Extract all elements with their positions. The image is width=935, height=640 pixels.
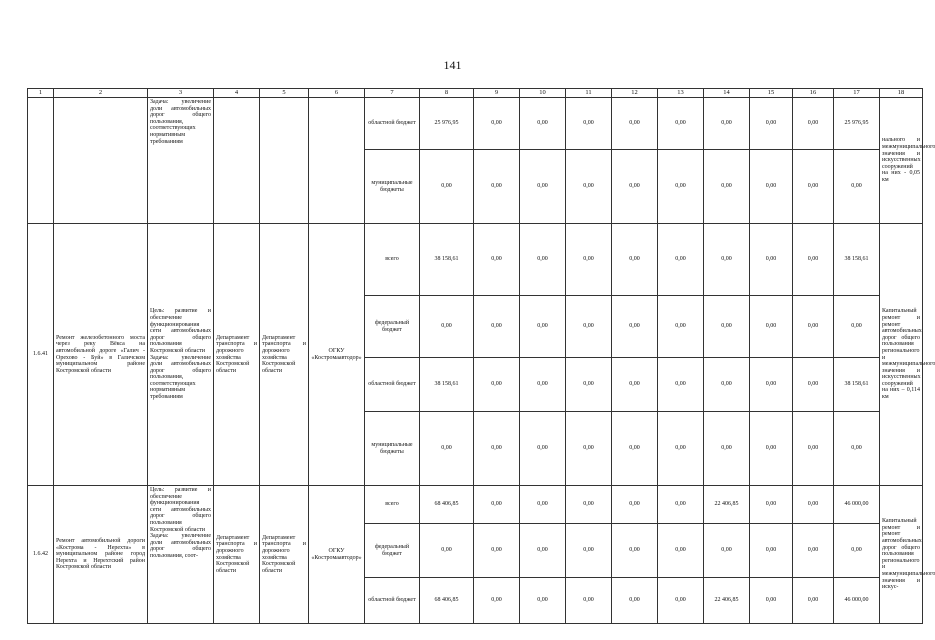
cell-amount: 22 406,85	[704, 486, 750, 524]
column-number-11: 11	[566, 89, 612, 98]
cell-amount: 0,00	[750, 412, 793, 486]
cell-amount: 0,00	[834, 524, 880, 578]
column-number-12: 12	[612, 89, 658, 98]
cell-amount: 0,00	[658, 98, 704, 150]
cell-amount: 0,00	[612, 296, 658, 358]
cell-amount: 0,00	[474, 524, 520, 578]
cell-participant: ОГКУ «Костромаавтодор»	[309, 224, 365, 486]
cell-amount: 0,00	[566, 224, 612, 296]
cell-amount: 0,00	[793, 486, 834, 524]
cell-amount: 0,00	[520, 412, 566, 486]
cell-number: 1.6.41	[28, 224, 54, 486]
cell-coordinator	[214, 98, 260, 224]
cell-result: нального и межмуниципального значения и искусственных сооружений на них - 0,05 км	[880, 98, 923, 224]
cell-amount: 0,00	[612, 578, 658, 624]
cell-goal: Цель: развитие и обеспечение функционирования сети автомобильных дорог общего пользования Костромской области Задача: увеличение доли автомобильных дорог общего пользования, соответствующих нормативным требованиям	[148, 224, 214, 486]
cell-funding-type: всего	[365, 224, 420, 296]
cell-amount: 0,00	[612, 412, 658, 486]
cell-amount: 68 406,85	[420, 486, 474, 524]
cell-amount: 0,00	[612, 524, 658, 578]
column-number-17: 17	[834, 89, 880, 98]
column-number-14: 14	[704, 89, 750, 98]
cell-amount: 0,00	[704, 524, 750, 578]
cell-amount: 0,00	[520, 150, 566, 224]
cell-amount: 0,00	[474, 98, 520, 150]
cell-amount: 0,00	[520, 296, 566, 358]
cell-amount: 0,00	[750, 358, 793, 412]
cell-amount: 0,00	[420, 524, 474, 578]
cell-amount: 0,00	[612, 98, 658, 150]
cell-amount: 0,00	[566, 296, 612, 358]
cell-amount: 0,00	[658, 524, 704, 578]
table-row	[28, 224, 923, 296]
cell-goal: Цель: развитие и обеспечение функционирования сети автомобильных дорог общего пользования Костромской области Задача: увеличение доли автомобильных дорог общего пользования, соот-	[148, 486, 214, 624]
cell-amount: 0,00	[658, 486, 704, 524]
cell-amount: 0,00	[793, 358, 834, 412]
cell-amount: 0,00	[793, 524, 834, 578]
cell-amount: 0,00	[834, 412, 880, 486]
cell-amount: 0,00	[520, 524, 566, 578]
cell-amount: 0,00	[612, 486, 658, 524]
cell-amount: 0,00	[750, 486, 793, 524]
column-number-13: 13	[658, 89, 704, 98]
cell-amount: 0,00	[793, 150, 834, 224]
column-number-18: 18	[880, 89, 923, 98]
cell-executor: Департамент транспорта и дорожного хозяйства Костромской области	[260, 224, 309, 486]
cell-amount: 0,00	[520, 224, 566, 296]
cell-amount: 0,00	[793, 578, 834, 624]
cell-amount: 0,00	[750, 98, 793, 150]
cell-amount: 0,00	[658, 412, 704, 486]
cell-amount: 0,00	[566, 486, 612, 524]
cell-funding-type: всего	[365, 486, 420, 524]
cell-amount: 0,00	[704, 358, 750, 412]
cell-amount: 0,00	[704, 412, 750, 486]
cell-amount: 25 976,95	[834, 98, 880, 150]
column-number-4: 4	[214, 89, 260, 98]
cell-amount: 0,00	[520, 486, 566, 524]
cell-amount: 38 158,61	[834, 224, 880, 296]
header-row	[28, 89, 923, 98]
cell-funding-type: муниципальные бюджеты	[365, 412, 420, 486]
cell-amount: 0,00	[658, 296, 704, 358]
cell-amount: 0,00	[704, 224, 750, 296]
cell-goal: Задача: увеличение доли автомобильных дорог общего пользования, соответствующих нормативным требованиям	[148, 98, 214, 224]
cell-amount: 0,00	[612, 358, 658, 412]
cell-name	[54, 98, 148, 224]
cell-amount: 0,00	[566, 150, 612, 224]
cell-participant: ОГКУ «Костромаавтодор»	[309, 486, 365, 624]
program-table	[27, 88, 935, 624]
column-number-9: 9	[474, 89, 520, 98]
cell-funding-type: областной бюджет	[365, 578, 420, 624]
cell-amount: 0,00	[793, 98, 834, 150]
column-number-15: 15	[750, 89, 793, 98]
cell-amount: 0,00	[612, 150, 658, 224]
cell-amount: 0,00	[474, 358, 520, 412]
cell-name: Ремонт автомобильной дороги «Кострома - Нерехта» в муниципальном районе город Нерехта и Нерехтский район Костромской области	[54, 486, 148, 624]
cell-executor	[260, 98, 309, 224]
cell-amount: 0,00	[520, 98, 566, 150]
cell-participant	[309, 98, 365, 224]
cell-amount: 0,00	[834, 150, 880, 224]
cell-amount: 0,00	[658, 578, 704, 624]
cell-amount: 0,00	[474, 578, 520, 624]
cell-amount: 0,00	[750, 150, 793, 224]
column-number-10: 10	[520, 89, 566, 98]
cell-amount: 0,00	[793, 224, 834, 296]
cell-amount: 38 158,61	[420, 224, 474, 296]
cell-amount: 0,00	[520, 358, 566, 412]
cell-funding-type: федеральный бюджет	[365, 524, 420, 578]
column-number-3: 3	[148, 89, 214, 98]
cell-amount: 0,00	[750, 524, 793, 578]
cell-number: 1.6.42	[28, 486, 54, 624]
cell-amount: 0,00	[474, 412, 520, 486]
cell-amount: 0,00	[566, 524, 612, 578]
cell-amount: 0,00	[474, 224, 520, 296]
cell-amount: 25 976,95	[420, 98, 474, 150]
page-number: 141	[443, 58, 462, 72]
cell-amount: 0,00	[566, 98, 612, 150]
cell-amount: 38 158,61	[420, 358, 474, 412]
column-number-1: 1	[28, 89, 54, 98]
cell-amount: 0,00	[420, 296, 474, 358]
column-number-16: 16	[793, 89, 834, 98]
column-number-8: 8	[420, 89, 474, 98]
cell-coordinator: Департамент транспорта и дорожного хозяйства Костромской области	[214, 224, 260, 486]
cell-funding-type: областной бюджет	[365, 98, 420, 150]
cell-coordinator: Департамент транспорта и дорожного хозяйства Костромской области	[214, 486, 260, 624]
cell-amount: 0,00	[566, 358, 612, 412]
cell-amount: 0,00	[474, 486, 520, 524]
cell-amount: 0,00	[793, 412, 834, 486]
cell-name: Ремонт железобетонного моста через реку Вёкса на автомобильной дороге «Галич - Орехово - Буй» в Галичском муниципальном районе Костромской области	[54, 224, 148, 486]
cell-amount: 38 158,61	[834, 358, 880, 412]
cell-amount: 68 406,85	[420, 578, 474, 624]
cell-amount: 0,00	[834, 296, 880, 358]
cell-result: Капитальный ремонт и ремонт автомобильных дорог общего пользования регионального и межмуниципального значения и искусственных сооружений на них – 0,114 км	[880, 224, 923, 486]
cell-amount: 0,00	[474, 150, 520, 224]
cell-amount: 0,00	[658, 358, 704, 412]
cell-amount: 0,00	[793, 296, 834, 358]
cell-amount: 0,00	[704, 98, 750, 150]
cell-amount: 0,00	[474, 296, 520, 358]
cell-amount: 0,00	[658, 224, 704, 296]
column-number-6: 6	[309, 89, 365, 98]
cell-amount: 0,00	[704, 150, 750, 224]
cell-amount: 0,00	[704, 296, 750, 358]
column-number-2: 2	[54, 89, 148, 98]
cell-amount: 46 000,00	[834, 486, 880, 524]
cell-funding-type: муниципальные бюджеты	[365, 150, 420, 224]
cell-amount: 0,00	[750, 296, 793, 358]
cell-amount: 0,00	[566, 578, 612, 624]
cell-amount: 0,00	[750, 224, 793, 296]
cell-amount: 22 406,85	[704, 578, 750, 624]
cell-number	[28, 98, 54, 224]
cell-funding-type: федеральный бюджет	[365, 296, 420, 358]
cell-funding-type: областной бюджет	[365, 358, 420, 412]
column-number-5: 5	[260, 89, 309, 98]
cell-executor: Департамент транспорта и дорожного хозяйства Костромской области	[260, 486, 309, 624]
cell-amount: 0,00	[750, 578, 793, 624]
cell-amount: 0,00	[420, 150, 474, 224]
cell-amount: 0,00	[566, 412, 612, 486]
cell-amount: 46 000,00	[834, 578, 880, 624]
cell-amount: 0,00	[420, 412, 474, 486]
cell-amount: 0,00	[520, 578, 566, 624]
table-row	[28, 486, 923, 524]
cell-result: Капитальный ремонт и ремонт автомобильных дорог общего пользования регионального и межмуниципального значения и искус-	[880, 486, 923, 624]
column-number-7: 7	[365, 89, 420, 98]
cell-amount: 0,00	[658, 150, 704, 224]
table-row	[28, 98, 923, 150]
cell-amount: 0,00	[612, 224, 658, 296]
